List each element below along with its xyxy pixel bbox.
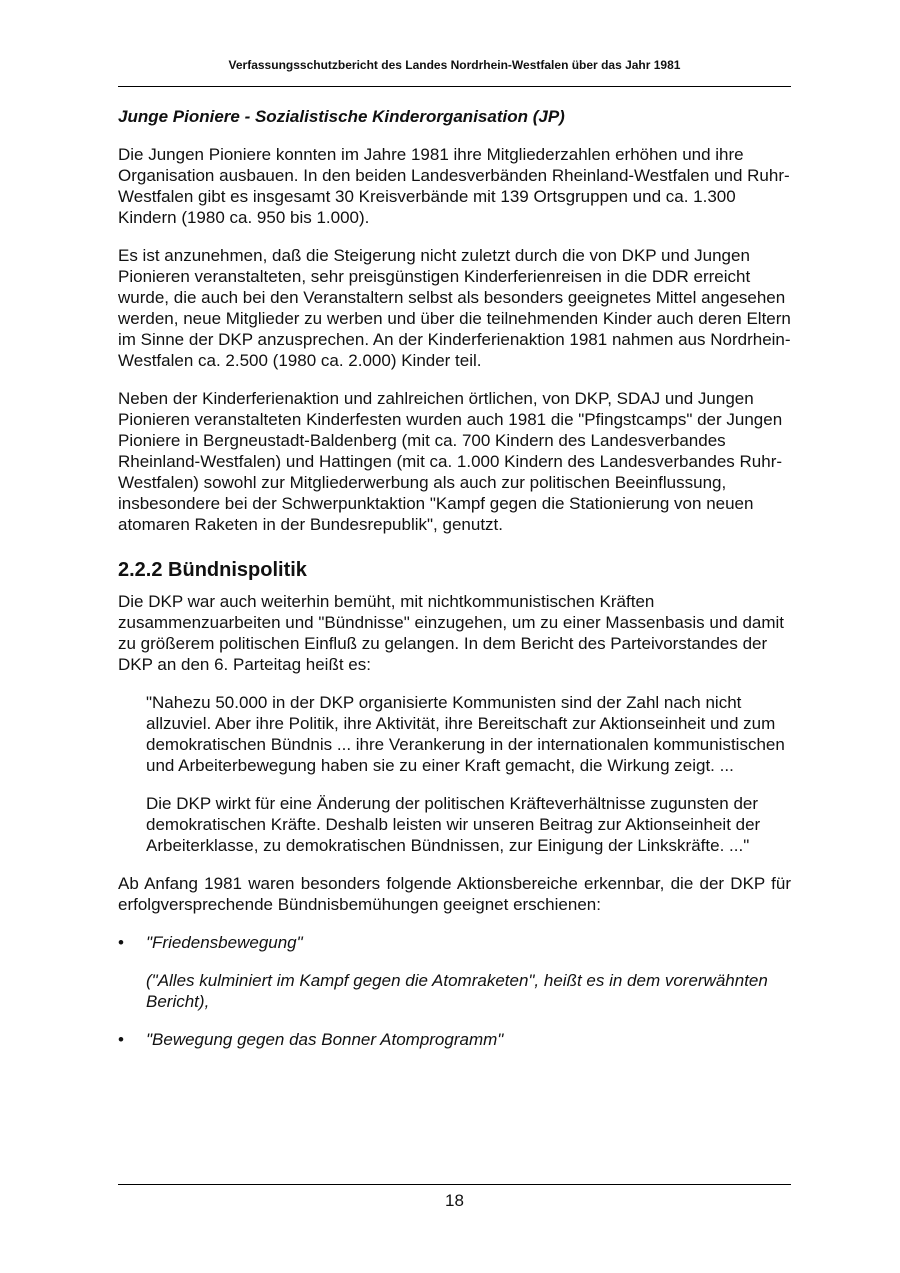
footer-rule <box>118 1184 791 1185</box>
bullet-marker: • <box>118 1030 124 1049</box>
paragraph-pentecost-camps: Neben der Kinderferienaktion und zahlreichen örtlichen, von DKP, SDAJ und Jungen Pionieren veranstalteten Kinderfesten wurden auch 1981 die "Pfingstcamps" der Jungen Pioniere in Bergneustadt-Baldenberg (mit ca. 700 Kindern des Landesverbandes Rheinland-Westfalen) und Hattingen (mit ca. 1.000 Kindern des Landesverbandes Ruhr-Westfalen) sowohl zur Mitgliederwerbung als auch zur politischen Beeinflussung, insbesondere bei der Schwerpunktaktion "Kampf gegen die Stationierung von neuen atomaren Raketen in der Bundesrepublik", genutzt. <box>118 389 783 534</box>
quote-paragraph: Die DKP wirkt für eine Änderung der politischen Kräfteverhältnisse zugunsten der demokratischen Kräfte. Deshalb leisten wir unseren Beitrag zur Aktionseinheit der Arbeiterklasse, zu demokratischen Bündnissen, zur Einigung der Linkskräfte. ..." <box>146 794 761 855</box>
section-title: 2.2.2 Bündnispolitik <box>118 559 307 581</box>
bullet-item <box>118 932 791 953</box>
quote-paragraph: "Nahezu 50.000 in der DKP organisierte Kommunisten sind der Zahl nach nicht allzuviel. Aber ihre Politik, ihre Aktivität, ihre Bereitschaft zur Aktionseinheit und zum demokratischen Bündnis ... ihre Verankerung in der internationalen kommunistischen und Arbeiterbewegung haben sie zu einer Kraft gemacht, die Wirkung zeigt. ... <box>146 693 785 775</box>
paragraph-membership: Die Jungen Pioniere konnten im Jahre 1981 ihre Mitgliederzahlen erhöhen und ihre Organisation ausbauen. In den beiden Landesverbänden Rheinland-Westfalen und Ruhr-Westfalen gibt es insgesamt 30 Kreisverbände mit 139 Ortsgruppen und ca. 1.300 Kindern (1980 ca. 950 bis 1.000). <box>118 145 790 227</box>
header-rule <box>118 86 791 87</box>
page-body <box>118 106 791 1067</box>
bullet-note: ("Alles kulminiert im Kampf gegen die Atomraketen", heißt es in dem vorerwähnten Bericht), <box>146 971 768 1011</box>
running-header: Verfassungsschutzbericht des Landes Nordrhein-Westfalen über das Jahr 1981 <box>228 58 681 72</box>
bullet-marker: • <box>118 933 124 952</box>
bullet-text: "Friedensbewegung" <box>146 933 303 952</box>
bullet-text: "Bewegung gegen das Bonner Atomprogramm" <box>146 1030 504 1049</box>
page-number: 18 <box>445 1191 464 1210</box>
bullet-item <box>118 1029 791 1050</box>
subsection-title: Junge Pioniere - Sozialistische Kinderorganisation (JP) <box>118 107 565 126</box>
paragraph-action-areas: Ab Anfang 1981 waren besonders folgende Aktionsbereiche erkennbar, die der DKP für erfolgversprechende Bündnisbemühungen geeignet erschienen: <box>118 874 791 914</box>
paragraph-alliance-intro: Die DKP war auch weiterhin bemüht, mit nichtkommunistischen Kräften zusammenzuarbeiten und "Bündnisse" einzugehen, um zu einer Massenbasis und damit zu größerem politischen Einfluß zu gelangen. In dem Bericht des Parteivorstandes der DKP an den 6. Parteitag heißt es: <box>118 592 785 674</box>
paragraph-holiday-trips: Es ist anzunehmen, daß die Steigerung nicht zuletzt durch die von DKP und Jungen Pionieren veranstalteten, sehr preisgünstigen Kinderferienreisen in die DDR erreicht wurde, die auch bei den Veranstaltern selbst als besonders geeignetes Mittel angesehen werden, neue Mitglieder zu werben und über die teilnehmenden Kinder auch deren Eltern im Sinne der DKP anzusprechen. An der Kinderferienaktion 1981 nahmen aus Nordrhein-Westfalen ca. 2.500 (1980 ca. 2.000) Kinder teil. <box>118 246 791 370</box>
